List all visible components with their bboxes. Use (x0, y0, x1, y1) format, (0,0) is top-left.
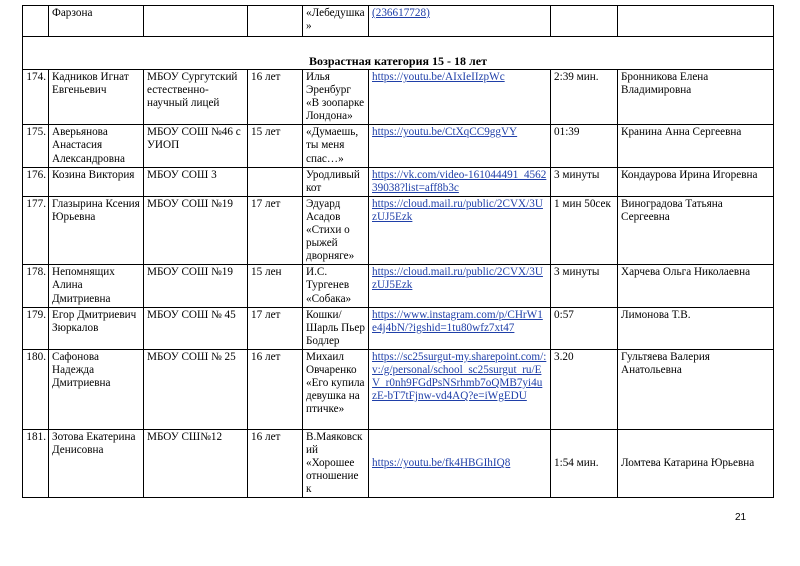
cell-teacher: Кондаурова Ирина Игоревна (618, 167, 774, 196)
cell-link (369, 265, 551, 307)
cell-teacher: Ломтева Катарина Юрьевна (618, 429, 774, 497)
video-link[interactable]: https://youtu.be/fk4HBGIhIQ8 (372, 457, 511, 470)
cell-work: Кошки/Шарль Пьер Бодлер (303, 307, 369, 349)
cell-num: 176. (23, 167, 49, 196)
category-row (23, 37, 774, 70)
cell-teacher: Гультяева Валерия Анатольевна (618, 349, 774, 429)
cell-work: Илья Эренбург «В зоопарке Лондона» (303, 70, 369, 125)
cell-duration: 3 минуты (551, 265, 618, 307)
cell-name: Фарзона (49, 6, 144, 37)
cell-teacher: Кранина Анна Сергеевна (618, 125, 774, 167)
cell-link (369, 125, 551, 167)
cell-age (248, 6, 303, 37)
cell-school: МБОУ СОШ №19 (144, 265, 248, 307)
cell-link (369, 429, 551, 497)
cell-link (369, 6, 551, 37)
video-link[interactable]: https://cloud.mail.ru/public/2CVX/3UzUJ5Ezk (372, 266, 543, 292)
cell-teacher: Виноградова Татьяна Сергеевна (618, 196, 774, 264)
cell-num: 175. (23, 125, 49, 167)
cell-link (369, 349, 551, 429)
cell-teacher (618, 6, 774, 37)
cell-name: Глазырина Ксения Юрьевна (49, 196, 144, 264)
cell-duration: 1 мин 50сек (551, 196, 618, 264)
cell-school: МБОУ СОШ 3 (144, 167, 248, 196)
cell-num: 181. (23, 429, 49, 497)
video-link[interactable]: https://youtu.be/CtXqCC9ggVY (372, 126, 518, 139)
cell-school: МБОУ СОШ № 25 (144, 349, 248, 429)
cell-school: МБОУ СОШ №19 (144, 196, 248, 264)
cell-teacher: Бронникова Елена Владимировна (618, 70, 774, 125)
cell-num: 180. (23, 349, 49, 429)
cell-school: МБОУ СОШ № 45 (144, 307, 248, 349)
cell-age: 16 лет (248, 429, 303, 497)
cell-name: Козина Виктория (49, 167, 144, 196)
cell-age: 16 лет (248, 349, 303, 429)
video-link[interactable]: (236617728) (372, 7, 430, 19)
cell-duration: 2:39 мин. (551, 70, 618, 125)
cell-teacher: Лимонова Т.В. (618, 307, 774, 349)
cell-num: 177. (23, 196, 49, 264)
cell-age: 17 лет (248, 307, 303, 349)
cell-work: Михаил Овчаренко «Его купила девушка на птичке» (303, 349, 369, 429)
cell-age (248, 167, 303, 196)
cell-num: 178. (23, 265, 49, 307)
cell-duration: 0:57 (551, 307, 618, 349)
cell-link (369, 167, 551, 196)
cell-name: Кадников Игнат Евгеньевич (49, 70, 144, 125)
cell-work: «Думаешь, ты меня спас…» (303, 125, 369, 167)
cell-age: 15 лет (248, 125, 303, 167)
cell-school: МБОУ СШ№12 (144, 429, 248, 497)
table-row (23, 349, 774, 429)
cell-duration (551, 6, 618, 37)
cell-age: 15 лен (248, 265, 303, 307)
cell-name: Егор Дмитриевич Зюркалов (49, 307, 144, 349)
cell-work: Эдуард Асадов «Стихи о рыжей дворняге» (303, 196, 369, 264)
table-row (23, 429, 774, 497)
table-row (23, 307, 774, 349)
cell-teacher: Харчева Ольга Николаевна (618, 265, 774, 307)
cell-duration: 1:54 мин. (551, 429, 618, 497)
cell-name: Сафонова Надежда Дмитриевна (49, 349, 144, 429)
cell-link (369, 307, 551, 349)
table-row (23, 70, 774, 125)
cell-duration: 3 минуты (551, 167, 618, 196)
table-row (23, 265, 774, 307)
cell-link (369, 70, 551, 125)
table-row (23, 125, 774, 167)
video-link[interactable]: https://sc25surgut-my.sharepoint.com/:v:/g/personal/school_sc25surgut_ru/EV_r0nh9FGdPsNSrhmb7oQMB7yi4uzE-bT7tFjnw-vd4AQ?e=iWgEDU (372, 350, 547, 403)
cell-age: 17 лет (248, 196, 303, 264)
participants-table (22, 5, 774, 498)
cell-duration: 01:39 (551, 125, 618, 167)
cell-duration: 3.20 (551, 349, 618, 429)
video-link[interactable]: https://cloud.mail.ru/public/2CVX/3UzUJ5Ezk (372, 197, 543, 223)
cell-school: МБОУ Сургутский естественно-научный лицей (144, 70, 248, 125)
cell-school: МБОУ СОШ №46 с УИОП (144, 125, 248, 167)
cell-age: 16 лет (248, 70, 303, 125)
cell-name: Непомнящих Алина Дмитриевна (49, 265, 144, 307)
cell-name: Аверьянова Анастасия Александровна (49, 125, 144, 167)
cell-work: В.Маяковский «Хорошее отношение к (303, 429, 369, 497)
cell-num: 179. (23, 307, 49, 349)
table-row (23, 167, 774, 196)
table-row (23, 196, 774, 264)
page-number: 21 (735, 512, 747, 523)
video-link[interactable]: https://vk.com/video-161044491_456239038?list=aff8b3c (372, 168, 547, 194)
cell-work: Уродливый кот (303, 167, 369, 196)
cell-work: «Лебедушка» (303, 6, 369, 37)
cell-link (369, 196, 551, 264)
video-link[interactable]: https://www.instagram.com/p/CHrW1e4j4bN/?igshid=1tu80wfz7xt47 (372, 308, 543, 334)
cell-school (144, 6, 248, 37)
cell-work: И.С. Тургенев «Собака» (303, 265, 369, 307)
cell-num: 174. (23, 70, 49, 125)
cell-name: Зотова Екатерина Денисовна (49, 429, 144, 497)
video-link[interactable]: https://youtu.be/AIxIeIIzpWc (372, 71, 505, 83)
category-title: Возрастная категория 15 - 18 лет (23, 37, 774, 70)
table-row-prev (23, 6, 774, 37)
